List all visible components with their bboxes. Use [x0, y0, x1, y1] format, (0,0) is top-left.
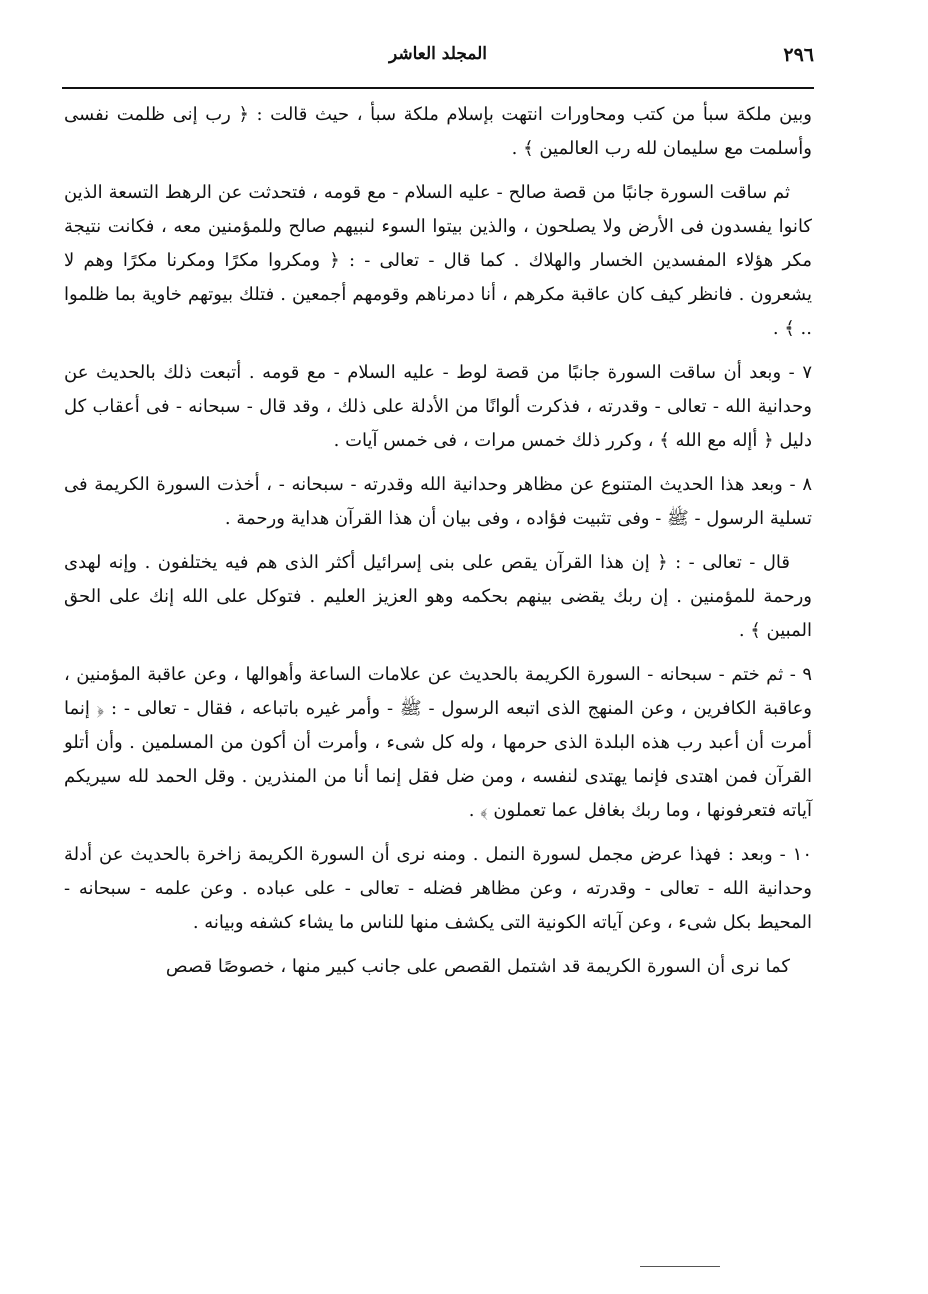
paragraph: ٨ - وبعد هذا الحديث المتنوع عن مظاهر وحدانية الله وقدرته - سبحانه - ، أخذت السورة الكريمة فى تسلية الرسول - ﷺ - وفى تثبيت فؤاده ، وفى بيان أن هذا القرآن هداية ورحمة .	[64, 474, 812, 529]
paragraph: وبين ملكة سبأ من كتب ومحاورات انتهت بإسلام ملكة سبأ ، حيث قالت : ﴿ رب إنى ظلمت نفسى وأسلمت مع سليمان لله رب العالمين ﴾ .	[64, 104, 812, 159]
paragraph: كما نرى أن السورة الكريمة قد اشتمل القصص على جانب كبير منها ، خصوصًا قصص	[165, 956, 790, 977]
page-header	[62, 40, 814, 80]
footer-divider	[640, 1266, 720, 1267]
paragraph: قال - تعالى - : ﴿ إن هذا القرآن يقص على بنى إسرائيل أكثر الذى هم فيه يختلفون . وإنه لهدى ورحمة للمؤمنين . إن ربك يقضى بينهم بحكمه وهو العزيز العليم . فتوكل على الله إنك على الحق المبين ﴾ .	[64, 552, 812, 641]
header-divider	[62, 87, 814, 89]
paragraph: ١٠ - وبعد : فهذا عرض مجمل لسورة النمل . ومنه نرى أن السورة الكريمة زاخرة بالحديث عن أدلة وحدانية الله - تعالى - وقدرته ، وعن مظاهر فضله - تعالى - على عباده . وعن علمه - سبحانه - المحيط بكل شىء ، وعن آياته الكونية التى يكشف منها للناس ما يشاء كشفه وبيانه .	[64, 844, 812, 933]
paragraph: ٩ - ثم ختم - سبحانه - السورة الكريمة بالحديث عن علامات الساعة وأهوالها ، وعن عاقبة المؤمنين ، وعاقبة الكافرين ، وعن المنهج الذى اتبعه الرسول - ﷺ - وأمر غيره باتباعه ، فقال - تعالى - : ﴿ إنما أمرت أن أعبد رب هذه البلدة الذى حرمها ، وله كل شىء ، وأمرت أن أكون من المسلمين . وأن أتلو القرآن فمن اهتدى فإنما يهتدى لنفسه ، ومن ضل فقل إنما أنا من المنذرين . وقل الحمد لله سيريكم آياته فتعرفونها ، وما ربك بغافل عما تعملون ﴾ .	[64, 664, 812, 821]
body-text	[64, 98, 812, 994]
paragraph: ٧ - وبعد أن ساقت السورة جانبًا من قصة لوط - عليه السلام - مع قومه . أتبعت ذلك بالحديث عن وحدانية الله - تعالى - وقدرته ، فذكرت ألوانًا من الأدلة على ذلك ، وقد قال - سبحانه - فى أعقاب كل دليل ﴿ أإله مع الله ﴾ ، وكرر ذلك خمس مرات ، فى خمس آيات .	[64, 362, 812, 451]
paragraph: ثم ساقت السورة جانبًا من قصة صالح - عليه السلام - مع قومه ، فتحدثت عن الرهط التسعة الذين كانوا يفسدون فى الأرض ولا يصلحون ، والذين بيتوا السوء لنبيهم صالح وللمؤمنين معه ، فكانت نتيجة مكر هؤلاء المفسدين الخسار والهلاك . كما قال - تعالى - : ﴿ ومكروا مكرًا ومكرنا مكرًا وهم لا يشعرون . فانظر كيف كان عاقبة مكرهم ، أنا دمرناهم وقومهم أجمعين . فتلك بيوتهم خاوية بما ظلموا .. ﴾ .	[64, 182, 812, 339]
running-title: المجلد العاشر	[388, 44, 488, 64]
page-number: ٢٩٦	[783, 44, 814, 66]
